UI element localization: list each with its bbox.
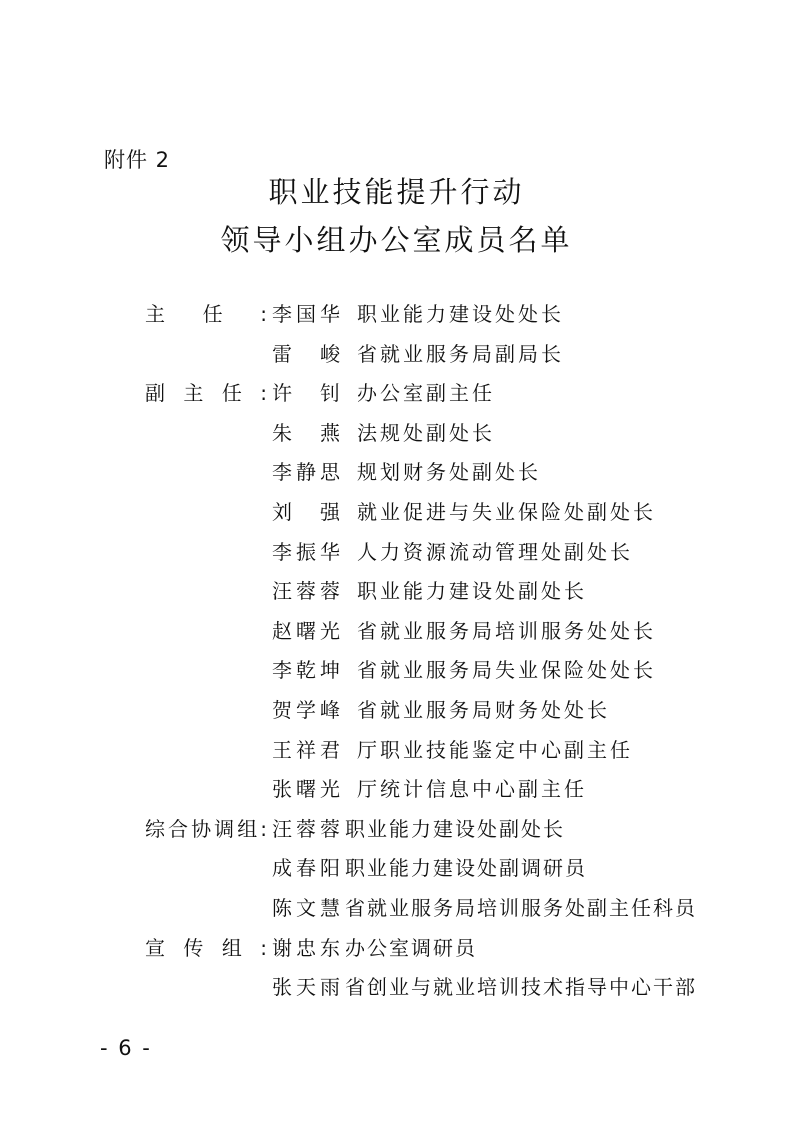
member-position: 办公室调研员 (345, 935, 477, 960)
member-position: 省创业与就业培训技术指导中心干部 (345, 975, 697, 1000)
member-name: 李 振 华 (272, 539, 340, 564)
page-number: - 6 - (100, 1036, 152, 1060)
member-row (0, 967, 793, 1007)
member-position: 人力资源流动管理处副处长 (357, 539, 633, 564)
member-row (0, 611, 793, 651)
member-row (0, 888, 793, 928)
member-row (0, 809, 793, 849)
member-name: 陈 文 慧 (272, 896, 340, 920)
member-row (0, 532, 793, 572)
document-title-line1: 职业技能提升行动 (268, 175, 525, 209)
member-name: 李 乾 坤 (272, 658, 340, 683)
member-position: 职业能力建设处处长 (357, 302, 564, 326)
member-position: 厅统计信息中心副主任 (357, 777, 587, 802)
member-position: 就业促进与失业保险处副处长 (357, 500, 656, 524)
member-row (0, 492, 793, 532)
member-name: 贺 学 峰 (272, 698, 340, 722)
member-name: 成 春 阳 (272, 856, 340, 881)
member-position: 规划财务处副处长 (357, 460, 541, 485)
member-row (0, 730, 793, 770)
member-name: 张 曙 光 (272, 777, 340, 802)
member-position: 省就业服务局失业保险处处长 (357, 658, 656, 683)
member-position: 职业能力建设处副调研员 (345, 856, 587, 881)
member-name: 汪 蓉 蓉 (272, 579, 340, 604)
member-position: 省就业服务局财务处处长 (357, 698, 610, 722)
member-name: 刘 强 (272, 500, 340, 524)
member-role: 综 合 协 调 组 : (145, 816, 267, 841)
member-name: 李 静 思 (272, 460, 340, 485)
member-row (0, 413, 793, 453)
member-row (0, 848, 793, 888)
member-name: 雷 峻 (272, 341, 340, 366)
attachment-label: 附件 2 (104, 148, 171, 172)
member-role: 宣 传 组 : (145, 935, 267, 960)
document-title-line2: 领导小组办公室成员名单 (220, 223, 573, 257)
member-name: 谢 忠 东 (272, 935, 340, 960)
member-name: 赵 曙 光 (272, 618, 340, 643)
member-name: 王 祥 君 (272, 737, 340, 762)
member-name: 李 国 华 (272, 302, 340, 326)
member-position: 省就业服务局培训服务处处长 (357, 618, 656, 643)
member-position: 省就业服务局培训服务处副主任科员 (345, 896, 697, 920)
member-name: 许 钊 (272, 381, 340, 406)
member-row (0, 334, 793, 374)
member-name: 朱 燕 (272, 420, 340, 445)
member-name: 汪 蓉 蓉 (272, 816, 340, 841)
member-row (0, 373, 793, 413)
member-row (0, 690, 793, 730)
member-row (0, 928, 793, 968)
member-position: 办公室副主任 (357, 381, 495, 406)
member-position: 省就业服务局副局长 (357, 341, 564, 366)
member-role: 副 主 任 : (145, 381, 267, 406)
member-role: 主 任 : (145, 302, 267, 326)
member-row (0, 294, 793, 334)
member-position: 法规处副处长 (357, 420, 495, 445)
member-row (0, 650, 793, 690)
member-row (0, 769, 793, 809)
member-position: 职业能力建设处副处长 (345, 816, 565, 841)
member-position: 厅职业技能鉴定中心副主任 (357, 737, 633, 762)
member-row (0, 452, 793, 492)
member-position: 职业能力建设处副处长 (357, 579, 587, 604)
member-row (0, 571, 793, 611)
member-name: 张 天 雨 (272, 975, 340, 1000)
